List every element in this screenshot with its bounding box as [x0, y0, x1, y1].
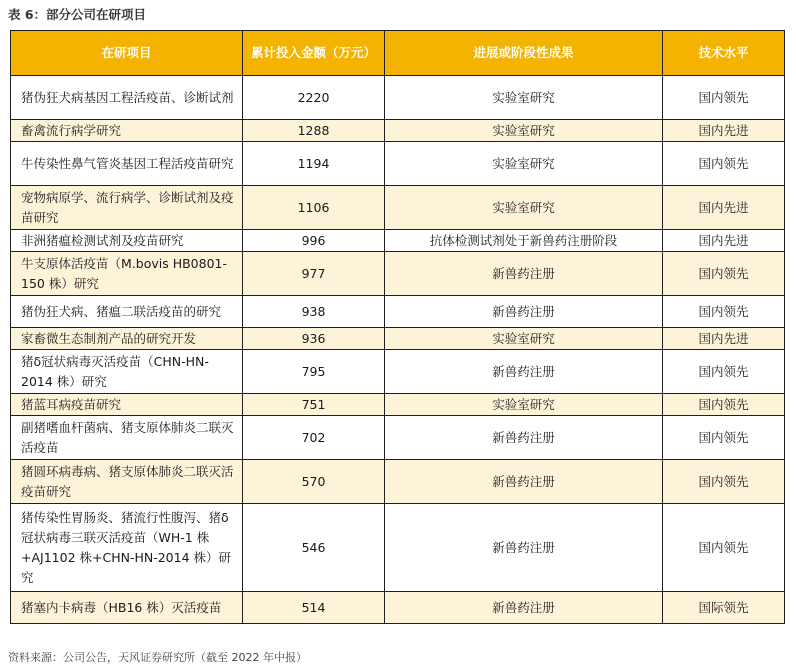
header-project: 在研项目 [11, 31, 243, 76]
cell-level: 国内领先 [663, 252, 785, 296]
cell-amount: 996 [243, 230, 385, 252]
cell-amount: 702 [243, 416, 385, 460]
table-row [11, 416, 785, 460]
header-row [11, 31, 785, 76]
table-row [11, 142, 785, 186]
cell-progress: 实验室研究 [385, 76, 663, 120]
table-row [11, 230, 785, 252]
cell-amount: 2220 [243, 76, 385, 120]
cell-level: 国内先进 [663, 230, 785, 252]
header-progress: 进展或阶段性成果 [385, 31, 663, 76]
cell-progress: 新兽药注册 [385, 416, 663, 460]
cell-level: 国内先进 [663, 186, 785, 230]
cell-amount: 936 [243, 328, 385, 350]
cell-amount: 751 [243, 394, 385, 416]
cell-project: 猪蓝耳病疫苗研究 [11, 394, 243, 416]
table-row [11, 252, 785, 296]
cell-progress: 抗体检测试剂处于新兽药注册阶段 [385, 230, 663, 252]
cell-level: 国内领先 [663, 142, 785, 186]
cell-level: 国内先进 [663, 120, 785, 142]
cell-amount: 1106 [243, 186, 385, 230]
table-row [11, 76, 785, 120]
cell-level: 国内领先 [663, 394, 785, 416]
cell-amount: 514 [243, 592, 385, 624]
table-row [11, 504, 785, 592]
cell-project: 畜禽流行病学研究 [11, 120, 243, 142]
table-row [11, 394, 785, 416]
table-row [11, 350, 785, 394]
cell-progress: 新兽药注册 [385, 252, 663, 296]
cell-progress: 新兽药注册 [385, 504, 663, 592]
cell-level: 国际领先 [663, 592, 785, 624]
cell-project: 猪δ冠状病毒灭活疫苗（CHN-HN-2014 株）研究 [11, 350, 243, 394]
cell-amount: 938 [243, 296, 385, 328]
cell-project: 家畜微生态制剂产品的研究开发 [11, 328, 243, 350]
table-row [11, 186, 785, 230]
cell-amount: 1194 [243, 142, 385, 186]
cell-project: 宠物病原学、流行病学、诊断试剂及疫苗研究 [11, 186, 243, 230]
cell-project: 猪伪狂犬病、猪瘟二联活疫苗的研究 [11, 296, 243, 328]
table-caption: 表 6：部分公司在研项目 [8, 7, 147, 22]
cell-level: 国内领先 [663, 350, 785, 394]
cell-project: 猪传染性胃肠炎、猪流行性腹泻、猪δ冠状病毒三联灭活疫苗（WH-1 株+AJ1102 株+CHN-HN-2014 株）研究 [11, 504, 243, 592]
cell-amount: 570 [243, 460, 385, 504]
source-note: 资料来源：公司公告，天风证券研究所（截至 2022 年中报） [8, 651, 307, 664]
cell-progress: 新兽药注册 [385, 592, 663, 624]
table-row [11, 328, 785, 350]
cell-project: 副猪嗜血杆菌病、猪支原体肺炎二联灭活疫苗 [11, 416, 243, 460]
cell-level: 国内领先 [663, 296, 785, 328]
cell-progress: 新兽药注册 [385, 460, 663, 504]
cell-level: 国内领先 [663, 416, 785, 460]
cell-progress: 新兽药注册 [385, 296, 663, 328]
cell-level: 国内领先 [663, 76, 785, 120]
projects-table [10, 30, 785, 624]
table-row [11, 296, 785, 328]
cell-project: 非洲猪瘟检测试剂及疫苗研究 [11, 230, 243, 252]
table-row [11, 120, 785, 142]
cell-progress: 实验室研究 [385, 120, 663, 142]
cell-level: 国内领先 [663, 460, 785, 504]
cell-level: 国内领先 [663, 504, 785, 592]
cell-level: 国内先进 [663, 328, 785, 350]
header-amount: 累计投入金额（万元） [243, 31, 385, 76]
cell-project: 猪伪狂犬病基因工程活疫苗、诊断试剂 [11, 76, 243, 120]
cell-project: 猪圆环病毒病、猪支原体肺炎二联灭活疫苗研究 [11, 460, 243, 504]
cell-amount: 977 [243, 252, 385, 296]
cell-progress: 实验室研究 [385, 328, 663, 350]
cell-progress: 实验室研究 [385, 142, 663, 186]
cell-progress: 实验室研究 [385, 186, 663, 230]
cell-progress: 实验室研究 [385, 394, 663, 416]
cell-project: 牛传染性鼻气管炎基因工程活疫苗研究 [11, 142, 243, 186]
cell-amount: 1288 [243, 120, 385, 142]
header-level: 技术水平 [663, 31, 785, 76]
cell-project: 牛支原体活疫苗（M.bovis HB0801-150 株）研究 [11, 252, 243, 296]
cell-progress: 新兽药注册 [385, 350, 663, 394]
cell-project: 猪塞内卡病毒（HB16 株）灭活疫苗 [11, 592, 243, 624]
cell-amount: 546 [243, 504, 385, 592]
table-row [11, 592, 785, 624]
cell-amount: 795 [243, 350, 385, 394]
table-row [11, 460, 785, 504]
